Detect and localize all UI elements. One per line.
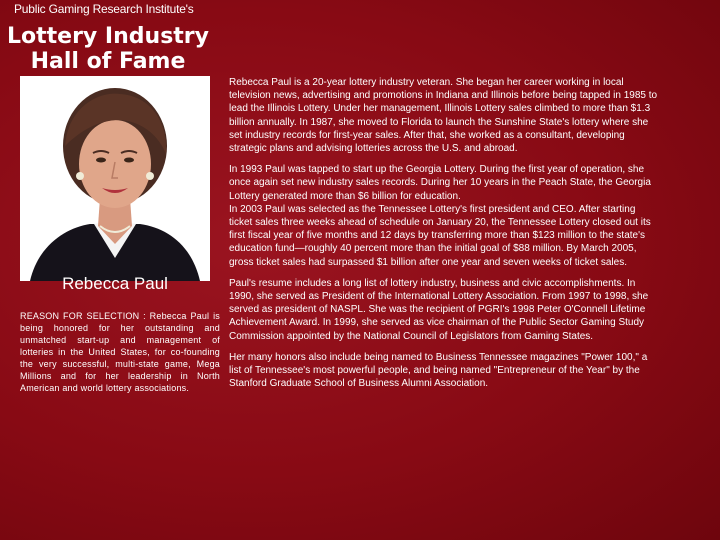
bio-paragraph-4: Paul's resume includes a long list of lottery industry, business and civic accomplishments. In 1990, she served as President of the International Lottery Association. From 1997 to 1998, she served as president of NASPL. She was the recipient of PGRI's 1998 Peter O'Connell Lifetime Achievement Award. In 1999, she served as vice chairman of the Public Sector Gaming Study Commission appointed by the National Council of Legislators from Gaming States.	[229, 277, 649, 342]
portrait-photo	[20, 76, 210, 281]
bio-paragraph-1: Rebecca Paul is a 20-year lottery industry veteran. She began her career working in local television news, advertising and promotions in Indiana and Illinois before being tapped in 1985 to lead the Illinois Lottery. Under her management, Illinois Lottery sales climbed to more than $1.3 billion annually. In 1987, she moved to Florida to launch the Sunshine State's lottery where she set industry records for first-year sales. After that, she worked as a consultant, developing strategic plans and advising lotteries across the U.S. and abroad.	[229, 77, 658, 155]
page-title	[0, 24, 216, 74]
title-line-2: Hall of Fame	[30, 49, 186, 74]
institute-label: Public Gaming Research Institute's	[14, 2, 194, 16]
biography	[229, 76, 661, 398]
portrait-illustration	[20, 76, 210, 281]
bio-paragraph-5: Her many honors also include being named to Business Tennessee magazines "Power 100," a list of Tennessee's most powerful people, and being named "Entrepreneur of the Year" by the Stanford Graduate School of Business Alumni Association.	[229, 351, 648, 390]
reason-for-selection: REASON FOR SELECTION : Rebecca Paul is being honored for her outstanding and unmatched start-up and management of lotteries in the United States, for co-founding the very successful, multi-state game, Mega Millions and for her leadership in North American and world lottery associations.	[20, 311, 220, 393]
bio-paragraph-3: In 2003 Paul was selected as the Tennessee Lottery's first president and CEO. After starting ticket sales three weeks ahead of schedule on January 20, the Tennessee Lottery closed out its first fiscal year of five months and 12 days by transferring more than $123 million to the state's education fund—roughly 40 percent more than the initial goal of $88 million. By March 2005, gross ticket sales had surpassed $1 billion after one year and seven weeks of ticket sales.	[229, 203, 651, 268]
inductee-name: Rebecca Paul	[62, 274, 168, 293]
bio-paragraph-2: In 1993 Paul was tapped to start up the Georgia Lottery. During the first year of operation, she once again set new industry sales records. During her 10 years in the Peach State, the Georgia Lottery generated more than $6 billion for education.	[229, 164, 651, 202]
title-line-1: Lottery Industry	[7, 24, 209, 49]
